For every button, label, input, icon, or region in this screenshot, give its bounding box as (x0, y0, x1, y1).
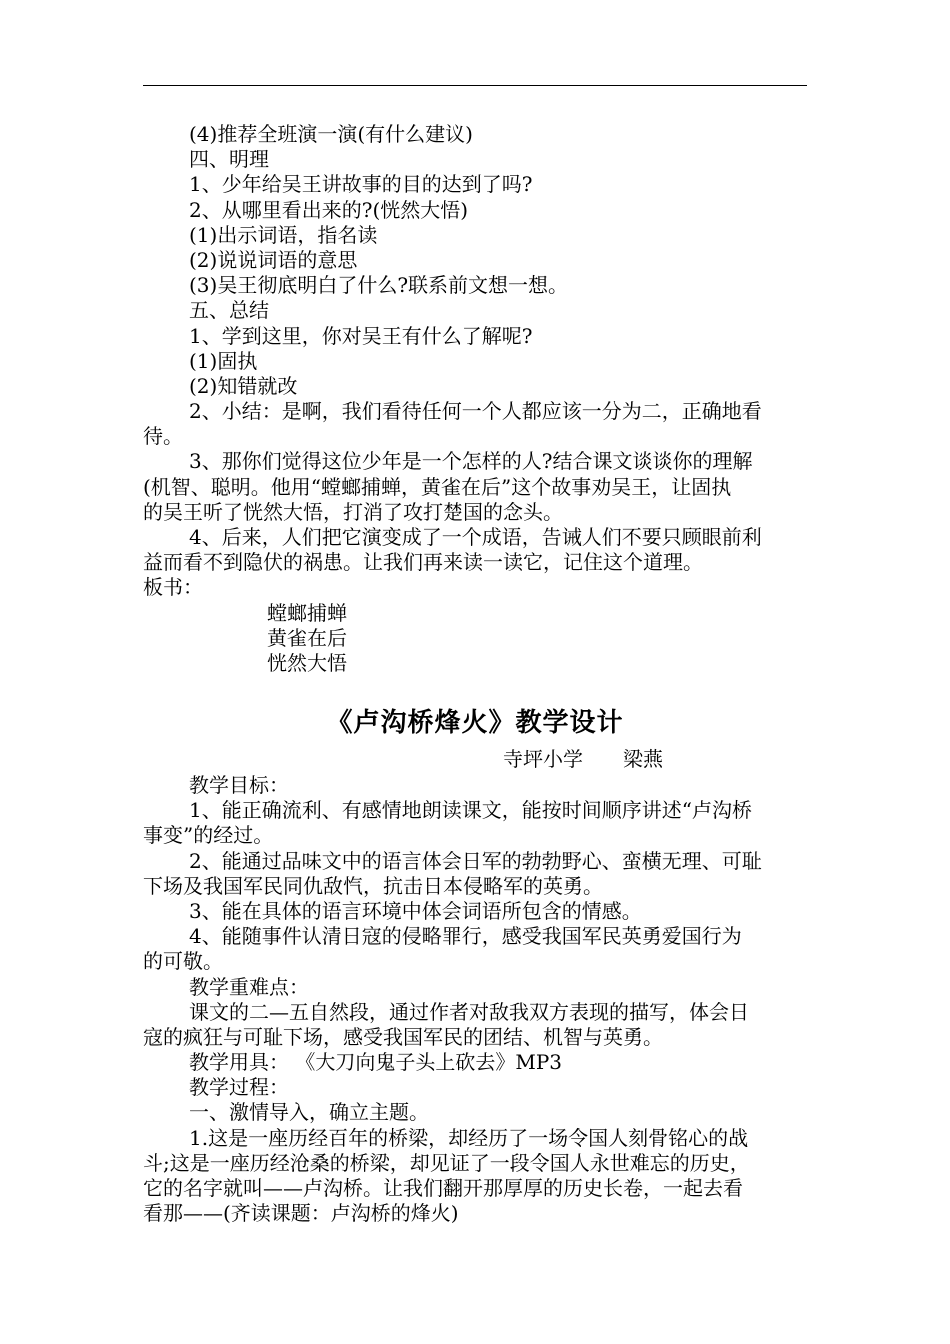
text-line: (机智、聪明。他用“螳螂捕蝉，黄雀在后”这个故事劝吴王，让固执 (143, 474, 732, 499)
lesson-continuation (143, 122, 819, 676)
text-line: 3、能在具体的语言环境中体会词语所包含的情感。 (189, 898, 642, 923)
text-line: 教学目标： (189, 773, 289, 797)
text-line: 恍然大悟 (267, 650, 347, 675)
text-line: 事变”的经过。 (143, 823, 274, 848)
author-name: 梁燕 (623, 747, 663, 771)
header-rule (143, 85, 807, 86)
text-line: 螳螂捕蝉 (267, 600, 347, 625)
text-line: 教学用具： 《大刀向鬼子头上砍去》MP3 (189, 1050, 563, 1075)
text-line: (2)说说词语的意思 (189, 247, 358, 272)
text-line: (1)固执 (189, 348, 258, 373)
text-line: 教学重难点： (189, 974, 309, 999)
text-line: 4、能随事件认清日寇的侵略罪行，感受我国军民英勇爱国行为 (189, 924, 742, 949)
text-line: 的可敬。 (143, 949, 223, 974)
author-line (503, 746, 663, 772)
text-line: (3)吴王彻底明白了什么?联系前文想一想。 (189, 273, 569, 298)
text-line: 待。 (143, 424, 183, 449)
text-line: 的吴王听了恍然大悟，打消了攻打楚国的念头。 (143, 499, 563, 524)
text-line: 教学过程： (189, 1075, 289, 1100)
text-line: 3、那你们觉得这位少年是一个怎样的人?结合课文谈谈你的理解 (189, 449, 753, 474)
text-line: 它的名字就叫——卢沟桥。让我们翻开那厚厚的历史长卷，一起去看 (143, 1176, 743, 1200)
lesson-plan-body (143, 773, 819, 1226)
text-line: 五、总结 (189, 298, 269, 323)
text-line: (4)推荐全班演一演(有什么建议) (189, 122, 473, 146)
text-line: 板书： (143, 575, 203, 600)
text-line: 课文的二—五自然段，通过作者对敌我双方表现的描写，体会日 (189, 999, 749, 1024)
text-line: 一、激情导入，确立主题。 (189, 1100, 429, 1125)
text-line: 1、能正确流利、有感情地朗读课文，能按时间顺序讲述“卢沟桥 (189, 798, 752, 823)
text-line: 黄雀在后 (267, 625, 347, 650)
text-line: 看那——(齐读课题：卢沟桥的烽火) (143, 1201, 459, 1226)
text-line: 2、从哪里看出来的?(恍然大悟) (189, 197, 469, 222)
text-line: (1)出示词语，指名读 (189, 222, 378, 247)
text-line: 下场及我国军民同仇敌忾，抗击日本侵略军的英勇。 (143, 873, 603, 898)
text-line: 2、小结：是啊，我们看待任何一个人都应该一分为二，正确地看 (189, 399, 762, 424)
text-line: 2、能通过品味文中的语言体会日军的勃勃野心、蛮横无理、可耻 (189, 848, 762, 873)
text-line: 4、后来，人们把它演变成了一个成语，告诫人们不要只顾眼前利 (189, 525, 762, 549)
text-line: 寇的疯狂与可耻下场，感受我国军民的团结、机智与英勇。 (143, 1024, 663, 1049)
author-school: 寺坪小学 (503, 747, 583, 771)
text-line: (2)知错就改 (189, 373, 298, 398)
document-title: 《卢沟桥烽火》教学设计 (326, 708, 624, 738)
text-line: 1.这是一座历经百年的桥梁，却经历了一场令国人刻骨铭心的战 (189, 1125, 749, 1150)
text-line: 1、少年给吴王讲故事的目的达到了吗? (189, 172, 533, 197)
text-line: 1、学到这里，你对吴王有什么了解呢? (189, 323, 533, 348)
text-line: 益而看不到隐伏的祸患。让我们再来读一读它，记住这个道理。 (143, 550, 703, 575)
text-line: 四、明理 (189, 147, 269, 172)
text-line: 斗;这是一座历经沧桑的桥梁，却见证了一段令国人永世难忘的历史， (143, 1150, 750, 1175)
title-block (143, 706, 807, 740)
